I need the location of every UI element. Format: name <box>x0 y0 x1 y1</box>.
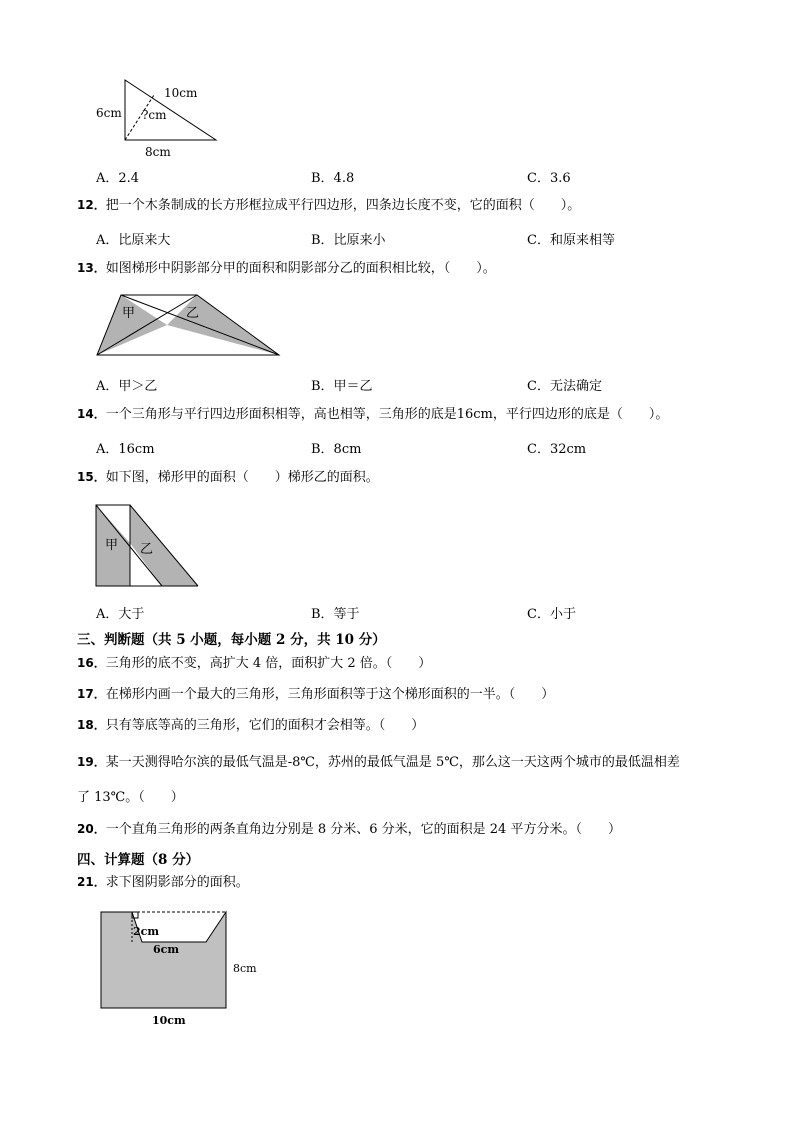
label-yi: 乙 <box>186 306 200 321</box>
figure-q11-triangle <box>88 72 228 162</box>
question-18 <box>77 717 424 734</box>
shaded-region <box>101 912 226 1008</box>
label-height: ?cm <box>142 108 167 122</box>
q14-option-b[interactable]: B．8cm <box>311 442 362 457</box>
label-10cm: 10cm <box>152 1014 186 1027</box>
question-number: 13． <box>77 261 106 275</box>
question-number: 15． <box>77 470 106 484</box>
question-12 <box>77 197 580 214</box>
q13-option-a[interactable]: A．甲＞乙 <box>96 379 158 394</box>
section-4-title: 四、计算题（8 分） <box>77 852 200 868</box>
question-14 <box>77 406 668 423</box>
label-10cm: 10cm <box>164 86 198 100</box>
question-number: 16． <box>77 656 106 670</box>
question-text: 只有等底等高的三角形，它们的面积才会相等。（ ） <box>105 718 425 733</box>
q15-option-a[interactable]: A．大于 <box>96 607 145 622</box>
question-text: 某一天测得哈尔滨的最低气温是-8℃，苏州的最低气温是 5℃，那么这一天这两个城市的最低温相差 <box>105 755 680 770</box>
question-text: 如图梯形中阴影部分甲的面积和阴影部分乙的面积相比较，（ ）。 <box>105 261 496 276</box>
q11-option-c[interactable]: C．3.6 <box>527 171 571 186</box>
q13-option-b[interactable]: B．甲＝乙 <box>311 379 373 394</box>
question-17 <box>77 686 554 703</box>
label-jia: 甲 <box>105 538 119 553</box>
question-19-continued: 了 13℃。（ ） <box>77 790 184 805</box>
question-number: 20． <box>77 822 106 836</box>
question-21 <box>77 874 249 891</box>
q11-option-b[interactable]: B．4.8 <box>311 171 355 186</box>
question-16 <box>77 655 431 672</box>
q12-option-a[interactable]: A．比原来大 <box>96 233 171 248</box>
question-number: 18． <box>77 718 106 732</box>
question-number: 19． <box>77 755 106 769</box>
question-text: 求下图阴影部分的面积。 <box>105 875 249 890</box>
question-number: 21． <box>77 875 106 889</box>
shaded-jia <box>97 295 167 355</box>
question-text: 一个三角形与平行四边形面积相等，高也相等，三角形的底是16cm，平行四边形的底是（ ）。 <box>105 407 669 422</box>
q13-option-c[interactable]: C．无法确定 <box>527 379 602 394</box>
question-text: 三角形的底不变，高扩大 4 倍，面积扩大 2 倍。（ ） <box>105 656 432 671</box>
question-number: 17． <box>77 687 106 701</box>
q12-option-b[interactable]: B．比原来小 <box>311 233 386 248</box>
question-20 <box>77 821 621 838</box>
question-15 <box>77 469 379 486</box>
label-6cm: 6cm <box>153 943 179 956</box>
q14-option-c[interactable]: C．32cm <box>527 442 587 457</box>
label-jia: 甲 <box>122 306 136 321</box>
shaded-yi <box>167 295 279 355</box>
figure-q21-shaded-area <box>94 906 274 1032</box>
question-text: 把一个木条制成的长方形框拉成平行四边形，四条边长度不变，它的面积（ ）。 <box>105 198 581 213</box>
q15-option-c[interactable]: C．小于 <box>527 607 576 622</box>
label-2cm: 2cm <box>133 925 159 938</box>
section-3-title: 三、判断题（共 5 小题，每小题 2 分，共 10 分） <box>77 632 386 648</box>
q15-option-b[interactable]: B．等于 <box>311 607 360 622</box>
question-text: 一个直角三角形的两条直角边分别是 8 分米、6 分米，它的面积是 24 平方分米。（ ） <box>105 822 621 837</box>
question-13 <box>77 260 496 277</box>
label-8cm: 8cm <box>145 145 171 159</box>
figure-q13-trapezoid <box>94 292 282 360</box>
question-text: 在梯形内画一个最大的三角形，三角形面积等于这个梯形面积的一半。（ ） <box>105 687 555 702</box>
q11-option-a[interactable]: A．2.4 <box>96 171 140 186</box>
label-8cm: 8cm <box>233 962 257 975</box>
q12-option-c[interactable]: C．和原来相等 <box>527 233 615 248</box>
question-number: 14． <box>77 407 106 421</box>
question-number: 12． <box>77 198 106 212</box>
question-19 <box>77 754 680 771</box>
figure-q15-trapezoids <box>94 503 202 589</box>
question-text: 如下图，梯形甲的面积（ ）梯形乙的面积。 <box>105 470 379 485</box>
q14-option-a[interactable]: A．16cm <box>96 442 155 457</box>
label-6cm: 6cm <box>96 106 122 120</box>
label-yi: 乙 <box>140 542 154 557</box>
